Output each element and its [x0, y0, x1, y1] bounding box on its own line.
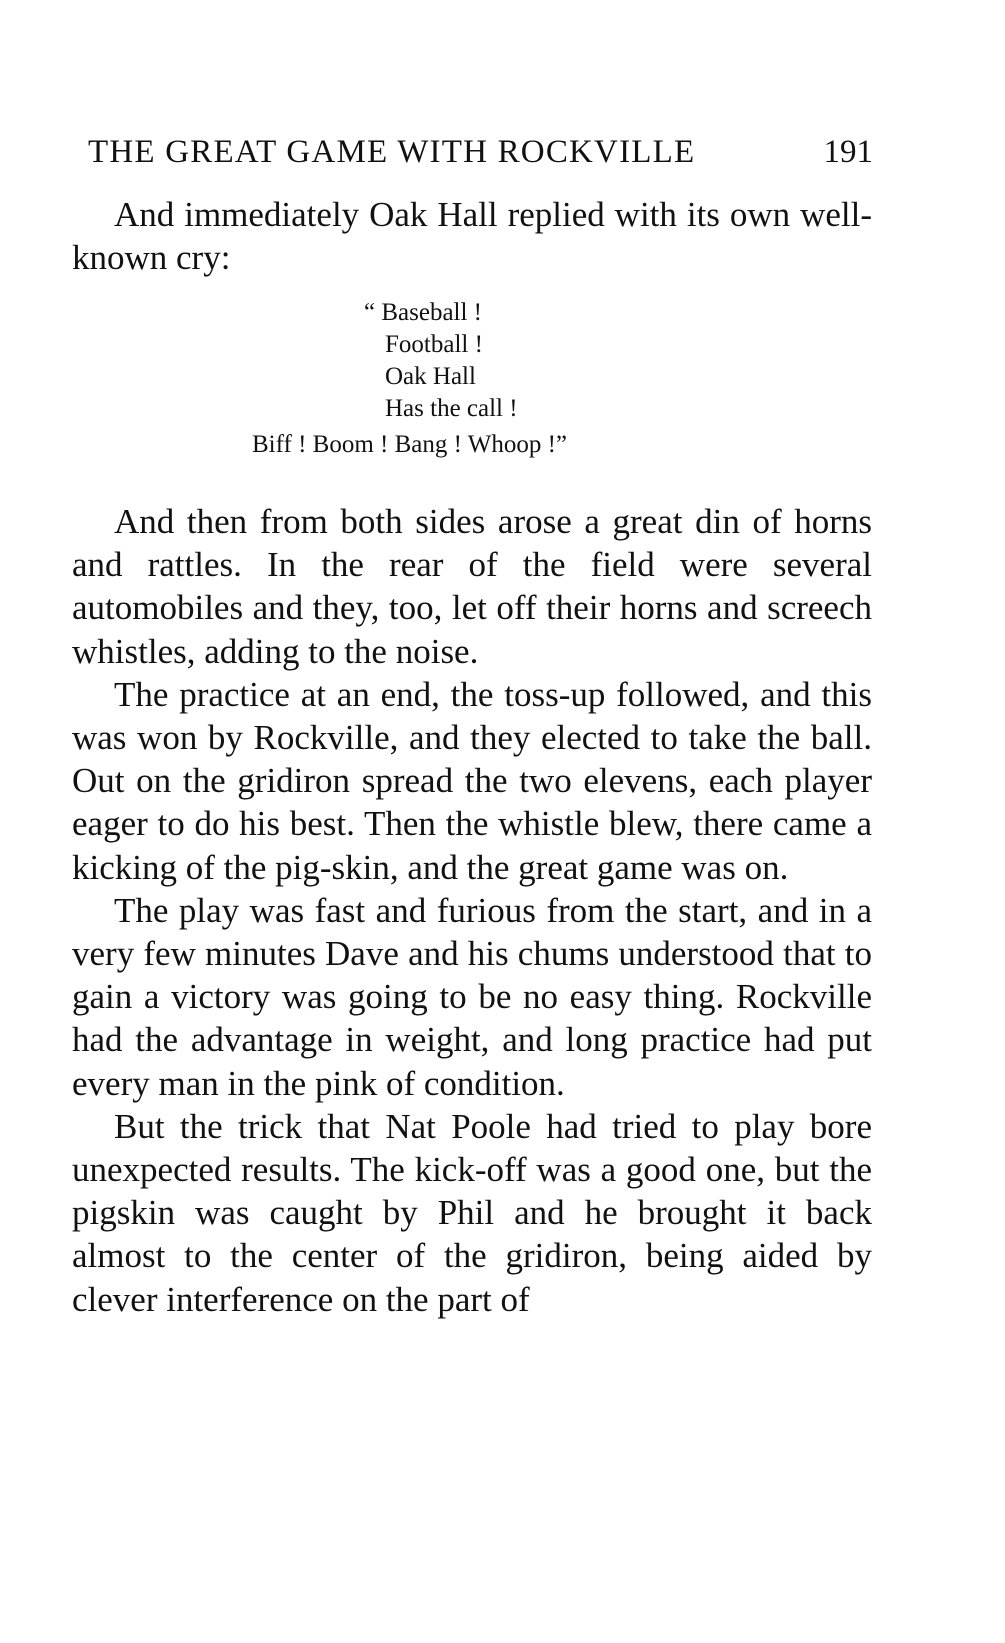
verse-line-1: “ Baseball ! — [364, 299, 483, 326]
paragraph-play: The play was fast and furious from the start, and in a very few minutes Dave and his chums understood that to gain a victory was going to be no easy thing. Rockville had the advantage in weight, and long practice had put every man in the pink of condition. — [72, 890, 872, 1103]
running-head-title: THE GREAT GAME WITH ROCKVILLE — [88, 134, 696, 170]
verse-line-3: Oak Hall — [385, 363, 476, 390]
paragraph-trick: But the trick that Nat Poole had tried to play bore unexpected results. The kick-off was a good one, but the pigskin was caught by Phil and he brought it back almost to the center of the gridiron, being aided by clever interference on the part of — [72, 1106, 872, 1319]
verse-line-5: Biff ! Boom ! Bang ! Whoop !” — [252, 431, 568, 458]
paragraph-intro: And immediately Oak Hall replied with its own well-known cry: — [72, 195, 872, 278]
running-head — [88, 130, 873, 174]
verse-line-2: Football ! — [385, 331, 483, 358]
body-text — [72, 500, 872, 1321]
paragraph-din: And then from both sides arose a great din of horns and rattles. In the rear of the field were several automobiles and they, too, let off their horns and screech whistles, adding to the noise. — [72, 502, 872, 671]
page-number: 191 — [823, 134, 873, 170]
paragraph-toss-up: The practice at an end, the toss-up followed, and this was won by Rockville, and they elected to take the ball. Out on the gridiron spread the two elevens, each player eager to do his best. Then the whistle blew, there came a kicking of the pig-skin, and the great game was on. — [72, 674, 872, 887]
cheer-verse — [0, 296, 1005, 468]
intro-text — [72, 193, 872, 279]
verse-line-4: Has the call ! — [385, 395, 518, 422]
